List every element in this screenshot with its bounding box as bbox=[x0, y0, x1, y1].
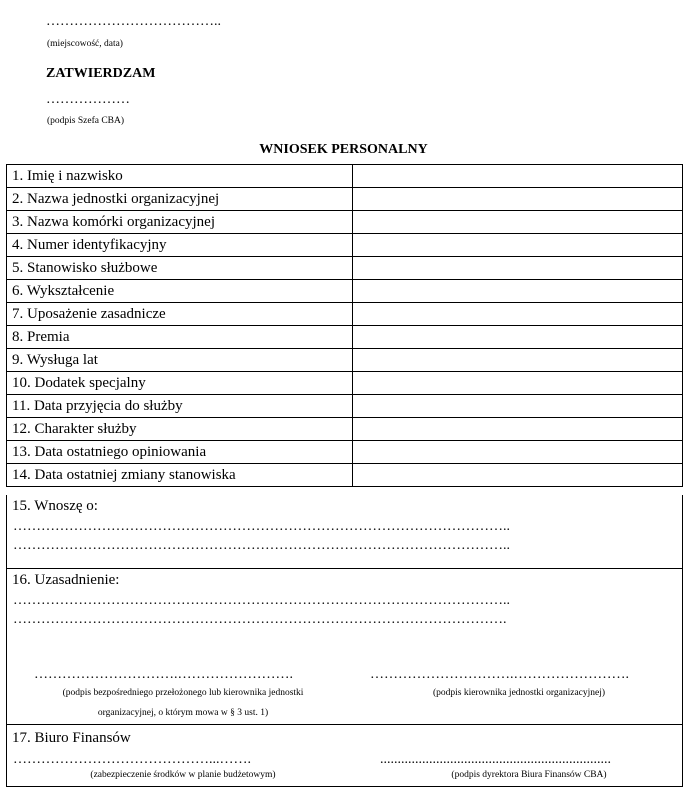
approve-signature-label: (podpis Szefa CBA) bbox=[47, 116, 125, 126]
row-label: 10. Dodatek specjalny bbox=[7, 372, 353, 395]
row-label: 11. Data przyjęcia do służby bbox=[7, 395, 353, 418]
request-line-2[interactable]: …………………………………………………………………………………………….. bbox=[13, 538, 510, 553]
approve-heading: ZATWIERDZAM bbox=[46, 66, 156, 81]
personal-data-table bbox=[6, 164, 683, 487]
row-label: 14. Data ostatniej zmiany stanowiska bbox=[7, 464, 353, 487]
section-15-label: 15. Wnoszę o: bbox=[12, 498, 98, 514]
table-row bbox=[7, 211, 683, 234]
table-row bbox=[7, 395, 683, 418]
document-title: WNIOSEK PERSONALNY bbox=[259, 142, 428, 157]
justification-line-2[interactable]: ……………………………………………………………………………………………. bbox=[13, 612, 507, 627]
table-row bbox=[7, 418, 683, 441]
row-label: 1. Imię i nazwisko bbox=[7, 165, 353, 188]
row-value-field[interactable] bbox=[353, 418, 683, 441]
budget-security-field[interactable]: ……………………………………...……. bbox=[13, 752, 251, 767]
finance-director-signature-label: (podpis dyrektora Biura Finansów CBA) bbox=[451, 770, 607, 780]
row-label: 5. Stanowisko służbowe bbox=[7, 257, 353, 280]
finance-director-signature-field[interactable]: .................................................................. bbox=[380, 752, 611, 767]
section-17-label: 17. Biuro Finansów bbox=[12, 730, 131, 746]
supervisor-signature-label: (podpis bezpośredniego przełożonego lub kierownika jednostki organizacyjnej, o którym mowa w § 3 ust. 1) bbox=[62, 688, 304, 718]
table-row bbox=[7, 234, 683, 257]
table-row bbox=[7, 372, 683, 395]
table-row bbox=[7, 303, 683, 326]
row-label: 9. Wysługa lat bbox=[7, 349, 353, 372]
section-16-justification bbox=[6, 569, 683, 725]
row-value-field[interactable] bbox=[353, 165, 683, 188]
row-value-field[interactable] bbox=[353, 188, 683, 211]
row-label: 12. Charakter służby bbox=[7, 418, 353, 441]
place-date-label: (miejscowość, data) bbox=[47, 39, 123, 49]
row-value-field[interactable] bbox=[353, 211, 683, 234]
table-row bbox=[7, 441, 683, 464]
unit-head-signature-field[interactable]: ………………………….……………………. bbox=[370, 667, 629, 682]
budget-security-label: (zabezpieczenie środków w planie budżetowym) bbox=[90, 770, 276, 780]
table-row bbox=[7, 280, 683, 303]
unit-head-signature-label: (podpis kierownika jednostki organizacyjnej) bbox=[432, 688, 606, 698]
table-row bbox=[7, 257, 683, 280]
supervisor-signature-field[interactable]: ………………………….……………………. bbox=[34, 667, 293, 682]
section-17-finance bbox=[6, 725, 683, 787]
row-label: 8. Premia bbox=[7, 326, 353, 349]
place-date-field[interactable]: ……………………………….. bbox=[46, 14, 221, 29]
row-value-field[interactable] bbox=[353, 464, 683, 487]
row-label: 3. Nazwa komórki organizacyjnej bbox=[7, 211, 353, 234]
row-value-field[interactable] bbox=[353, 372, 683, 395]
table-row bbox=[7, 188, 683, 211]
section-15-request bbox=[6, 495, 683, 569]
row-value-field[interactable] bbox=[353, 257, 683, 280]
request-line-1[interactable]: …………………………………………………………………………………………….. bbox=[13, 519, 510, 534]
row-value-field[interactable] bbox=[353, 326, 683, 349]
table-row bbox=[7, 464, 683, 487]
table-row bbox=[7, 349, 683, 372]
row-label: 6. Wykształcenie bbox=[7, 280, 353, 303]
row-value-field[interactable] bbox=[353, 349, 683, 372]
table-row bbox=[7, 326, 683, 349]
justification-line-1[interactable]: …………………………………………………………………………………………….. bbox=[13, 593, 510, 608]
row-value-field[interactable] bbox=[353, 303, 683, 326]
approve-signature-field[interactable]: ……………… bbox=[46, 92, 130, 107]
row-value-field[interactable] bbox=[353, 395, 683, 418]
row-label: 2. Nazwa jednostki organizacyjnej bbox=[7, 188, 353, 211]
row-value-field[interactable] bbox=[353, 441, 683, 464]
section-16-label: 16. Uzasadnienie: bbox=[12, 572, 120, 588]
row-value-field[interactable] bbox=[353, 234, 683, 257]
row-label: 13. Data ostatniego opiniowania bbox=[7, 441, 353, 464]
table-row bbox=[7, 165, 683, 188]
row-value-field[interactable] bbox=[353, 280, 683, 303]
row-label: 7. Uposażenie zasadnicze bbox=[7, 303, 353, 326]
row-label: 4. Numer identyfikacyjny bbox=[7, 234, 353, 257]
